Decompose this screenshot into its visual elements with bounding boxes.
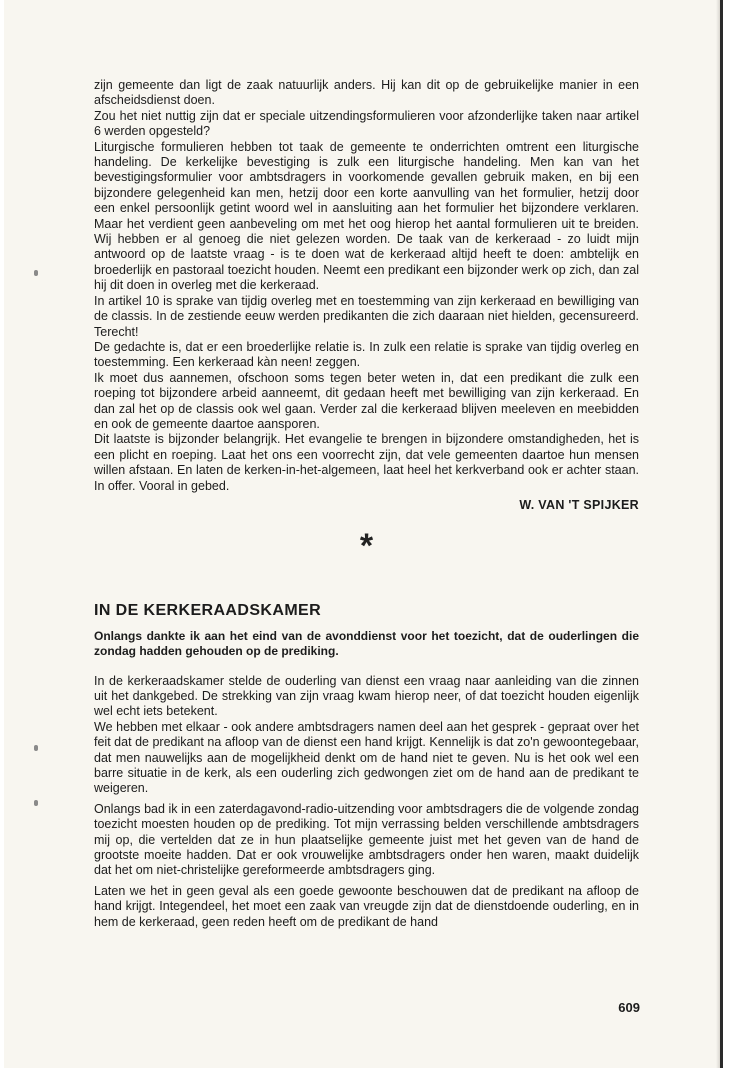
binding-hole-mark xyxy=(34,270,38,276)
paragraph: In de kerkeraadskamer stelde de ouderling van dienst een vraag naar aanleiding van die zinnen uit het dankgebed. De strekking van zijn vraag kwam hierop neer, of dat toezicht houden eigenlijk wel echt iets betekent. xyxy=(94,673,639,719)
paragraph: We hebben met elkaar - ook andere ambtsdragers namen deel aan het gesprek - gepraat over het feit dat de predikant na afloop van de dienst een hand krijgt. Kennelijk is dat zo'n gewoontegebaar, dat men nauwelijks aan de mogelijkheid denkt om de hand niet te geven. Nu is het ook wel een barre situatie in de kerk, als een ouderling zich gedwongen ziet om de hand aan de predikant te weigeren. xyxy=(94,719,639,796)
article-body xyxy=(94,78,639,930)
paragraph: In artikel 10 is sprake van tijdig overleg met en toestemming van zijn kerkeraad en bewilliging van de classis. In de zestiende eeuw werden predikanten die zich daaraan niet hielden, gecensureerd. Terecht! xyxy=(94,293,639,339)
paragraph: Onlangs bad ik in een zaterdagavond-radio-uitzending voor ambtsdragers die de volgende zondag toezicht moesten houden op de prediking. Tot mijn verrassing belden verschillende ambtsdragers mij op, die vertelden dat ze in hun plaatselijke gemeente juist met het geven van de hand de grootste moeite hadden. Dat er ook vrouwelijke ambtsdragers onder hen waren, maakt duidelijk dat het om niet-christelijke gereformeerde ambtsdragers ging. xyxy=(94,801,639,878)
page-number: 609 xyxy=(618,1000,640,1015)
paragraph: Laten we het in geen geval als een goede gewoonte beschouwen dat de predikant na afloop de hand krijgt. Integendeel, het moet een zaak van vreugde zijn dat de dienstdoende ouderling, en in hem de kerkeraad, geen reden heeft om de predikant de hand xyxy=(94,883,639,929)
binding-hole-mark xyxy=(34,800,38,806)
author-signature: W. VAN 'T SPIJKER xyxy=(519,497,639,512)
binding-hole-mark xyxy=(34,745,38,751)
paragraph: Ik moet dus aannemen, ofschoon soms tegen beter weten in, dat een predikant die zulk een roeping tot bijzondere arbeid aanneemt, dit gedaan heeft met bewilliging van zijn kerkeraad. En dan zal het op de classis ook wel gaan. Verder zal die kerkeraad blijven meeleven en meebidden en ook de gemeente daartoe aansporen. xyxy=(94,370,639,431)
paragraph: De gedachte is, dat er een broederlijke relatie is. In zulk een relatie is sprake van tijdig overleg en toestemming. Een kerkeraad kàn neen! zeggen. xyxy=(94,339,639,370)
paragraph: Liturgische formulieren hebben tot taak de gemeente te onderrichten omtrent een liturgische handeling. De kerkelijke bevestiging is zulk een liturgische handeling. Men kan van het bevestigingsformulier voor ambtsdragers in voorkomende gevallen gebruik maken, en bij een bijzondere gelegenheid kan men, hetzij door een korte aanvulling van het formulier, hetzij door een enkel persoonlijk getint woord wel in aansluiting aan het formulier het bijzondere verklaren. Maar het verdient geen aanbeveling om met het oog hierop het aantal formulieren uit te breiden. Wij hebben er al genoeg die niet gelezen worden. De taak van de kerkeraad - zo luidt mijn antwoord op de laatste vraag - is te doen wat de kerkeraad altijd heeft te doen: ambtelijk en broederlijk en pastoraal toezicht houden. Neemt een predikant een bijzonder werk op zich, dan zal hij dit doen in overleg met die kerkeraad. xyxy=(94,139,639,293)
paragraph: Zou het niet nuttig zijn dat er speciale uitzendingsformulieren voor afzonderlijke taken naar artikel 6 werden opgesteld? xyxy=(94,108,639,139)
section-separator-icon: * xyxy=(359,527,374,566)
page-edge xyxy=(720,0,723,1068)
paragraph: zijn gemeente dan ligt de zaak natuurlijk anders. Hij kan dit op de gebruikelijke manier in een afscheidsdienst doen. xyxy=(94,78,639,108)
section-heading: IN DE KERKERAADSKAMER xyxy=(94,602,322,620)
paragraph: Dit laatste is bijzonder belangrijk. Het evangelie te brengen in bijzondere omstandigheden, het is een plicht en roeping. Laat het ons een voorrecht zijn, dat vele gemeenten daartoe hun mensen willen afstaan. En laten de kerken-in-het-algemeen, laat heel het kerkverband ook er achter staan. In offer. Vooral in gebed. xyxy=(94,432,639,493)
lead-paragraph: Onlangs dankte ik aan het eind van de avonddienst voor het toezicht, dat de ouderlingen die zondag hadden gehouden op de prediking. xyxy=(94,628,639,659)
